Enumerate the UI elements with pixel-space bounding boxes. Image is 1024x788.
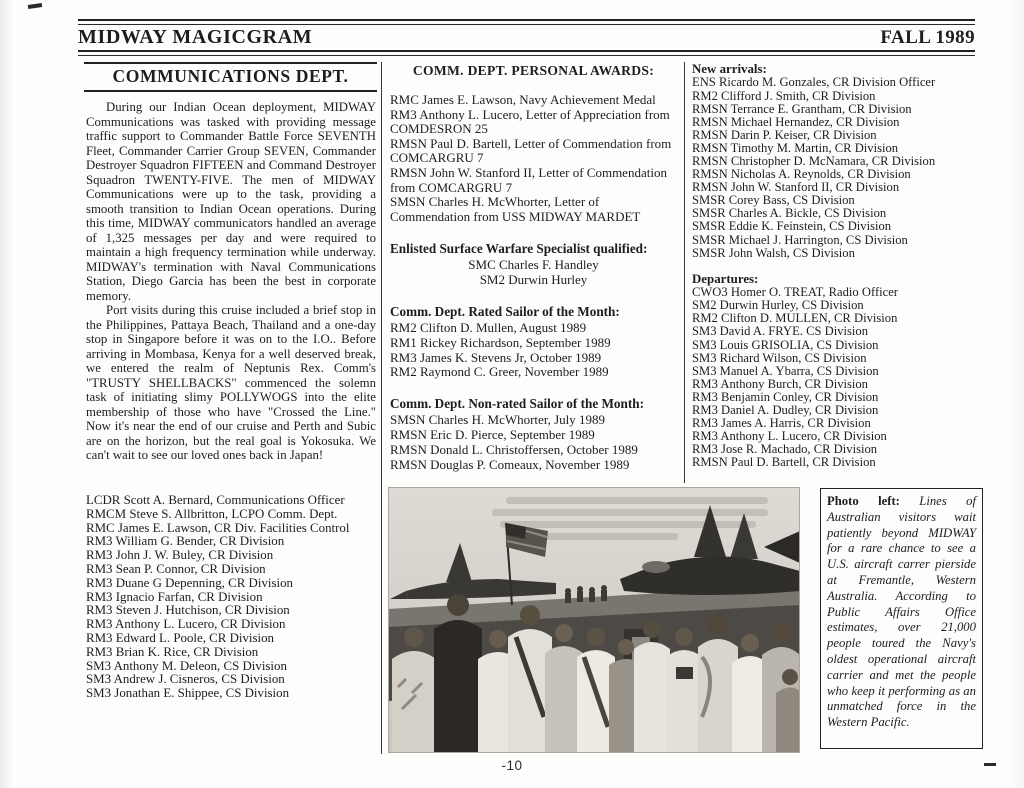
article-paragraph: Port visits during this cruise included a brief stop in the Philippines, Pattaya Beach, Thailand and a one-day stop in Singapore before it was on to the I.O.. Before arriving in Mombasa, Kenya for a well deserved break, we entered the realm of Neptunis Rex. Comm's "TRUSTY SHELLBACKS" commenced the solemn task of initiating slimy POLLYWOGS into the elite membership of those who have "Crossed the Line." Now it's near the end of our cruise and Perth and Subic are on the horizon, but the real goal is Yokosuka. We can't wait to see our loved ones back in Japan! — [86, 303, 376, 462]
rated-list — [390, 321, 677, 380]
roster-entry: RM3 Sean P. Connor, CR Division — [86, 561, 266, 576]
photo-caption — [827, 494, 976, 731]
esws-list — [390, 258, 677, 288]
roster-entry: SM3 Anthony M. Deleon, CS Division — [86, 658, 287, 673]
roster-entry: RMC James E. Lawson, CR Div. Facilities Control — [86, 520, 350, 535]
scan-artifact — [28, 3, 42, 9]
arrival-entry: RMSN Michael Hernandez, CR Division — [692, 114, 900, 129]
award-entry: RMSN Paul D. Bartell, Letter of Commendation from COMCARGRU 7 — [390, 135, 672, 166]
roster-entry: RM3 Edward L. Poole, CR Division — [86, 630, 274, 645]
arrival-entry: SMSR Charles A. Bickle, CS Division — [692, 206, 887, 221]
masthead-row — [78, 26, 975, 49]
communications-article — [86, 100, 376, 463]
departure-entry: RM2 Clifton D. MULLEN, CR Division — [692, 311, 898, 326]
page-number: -10 — [501, 758, 523, 773]
rated-sailor-entry: RM2 Raymond C. Greer, November 1989 — [390, 364, 609, 380]
roster-entry: RM3 Ignacio Farfan, CR Division — [86, 589, 263, 604]
column-divider — [684, 62, 685, 483]
award-entry: RM3 Anthony L. Lucero, Letter of Appreciation from COMDESRON 25 — [390, 106, 670, 137]
arrivals-list — [692, 76, 983, 259]
departure-entry: RM3 Anthony L. Lucero, CR Division — [692, 429, 887, 444]
departures-heading: Departures: — [692, 271, 759, 286]
photo-illustration — [388, 487, 800, 753]
rated-sailor-entry: RM2 Clifton D. Mullen, August 1989 — [390, 319, 587, 335]
arrival-entry: RMSN John W. Stanford II, CR Division — [692, 180, 900, 195]
award-entry: RMSN John W. Stanford II, Letter of Commendation from COMCARGRU 7 — [390, 164, 667, 195]
departure-entry: RM3 James A. Harris, CR Division — [692, 416, 871, 431]
esws-entry: SM2 Durwin Hurley — [479, 272, 588, 288]
photo-carrier-visitors — [388, 487, 800, 753]
departure-entry: SM3 David A. FRYE. CS Division — [692, 324, 868, 339]
arrival-entry: RMSN Terrance E. Grantham, CR Division — [692, 101, 912, 116]
departure-entry: SM3 Louis GRISOLIA, CS Division — [692, 337, 879, 352]
departure-entry: SM3 Richard Wilson, CS Division — [692, 350, 867, 365]
nonrated-sailor-entry: SMSN Charles H. McWhorter, July 1989 — [390, 412, 606, 428]
roster-entry: RM3 Brian K. Rice, CR Division — [86, 644, 259, 659]
departure-entry: SM3 Manuel A. Ybarra, CS Division — [692, 363, 879, 378]
departure-entry: RM3 Daniel A. Dudley, CR Division — [692, 402, 879, 417]
nonrated-sailor-entry: RMSN Douglas P. Comeaux, November 1989 — [390, 456, 630, 472]
rated-sailor-entry: RM1 Rickey Richardson, September 1989 — [390, 334, 611, 350]
awards-column — [390, 63, 677, 472]
esws-entry: SMC Charles F. Handley — [468, 257, 599, 273]
departure-entry: RM3 Jose R. Machado, CR Division — [692, 442, 878, 457]
departure-entry: RM3 Benjamin Conley, CR Division — [692, 389, 879, 404]
arrival-entry: SMSR Corey Bass, CS Division — [692, 193, 855, 208]
masthead-bottom-rule — [78, 50, 975, 56]
arrival-entry: ENS Ricardo M. Gonzales, CR Division Officer — [692, 75, 936, 90]
nonrated-list — [390, 413, 677, 472]
section-heading-communications: COMMUNICATIONS DEPT. — [112, 66, 349, 86]
masthead-top-rule — [78, 19, 975, 25]
departures-list — [692, 286, 983, 469]
photo-caption-lead: Photo left: — [827, 494, 900, 508]
roster-entry: RM3 John J. W. Buley, CR Division — [86, 548, 274, 563]
personnel-roster — [86, 494, 382, 701]
arrival-entry: RM2 Clifford J. Smith, CR Division — [692, 88, 876, 103]
arrival-entry: SMSR Eddie K. Feinstein, CS Division — [692, 219, 892, 234]
rated-sailor-entry: RM3 James K. Stevens Jr, October 1989 — [390, 349, 602, 365]
departure-entry: SM2 Durwin Hurley, CS Division — [692, 298, 864, 313]
roster-entry: SM3 Jonathan E. Shippee, CS Division — [86, 686, 290, 701]
photo-caption-box — [820, 488, 983, 749]
departure-entry: RM3 Anthony Burch, CR Division — [692, 376, 868, 391]
masthead-title: MIDWAY MAGICGRAM — [78, 26, 313, 48]
awards-list — [390, 93, 677, 224]
nonrated-sailor-entry: RMSN Eric D. Pierce, September 1989 — [390, 426, 595, 442]
dept-heading-rule — [84, 62, 377, 64]
roster-entry: RMCM Steve S. Allbritton, LCPO Comm. Dept. — [86, 506, 338, 521]
rated-heading: Comm. Dept. Rated Sailor of the Month: — [390, 303, 620, 319]
departure-entry: RMSN Paul D. Bartell, CR Division — [692, 455, 876, 470]
nonrated-heading: Comm. Dept. Non-rated Sailor of the Month: — [390, 396, 644, 412]
arrival-entry: RMSN Timothy M. Martin, CR Division — [692, 140, 899, 155]
award-entry: RMC James E. Lawson, Navy Achievement Medal — [390, 92, 656, 107]
roster-entry: RM3 Steven J. Hutchison, CR Division — [86, 603, 290, 618]
nonrated-sailor-entry: RMSN Donald L. Christoffersen, October 1989 — [390, 441, 638, 457]
arrival-entry: SMSR John Walsh, CS Division — [692, 245, 855, 260]
departure-entry: CWO3 Homer O. TREAT, Radio Officer — [692, 285, 899, 300]
dept-heading-rule — [84, 90, 377, 92]
roster-entry: RM3 Anthony L. Lucero, CR Division — [86, 617, 286, 632]
arrival-entry: RMSN Nicholas A. Reynolds, CR Division — [692, 167, 911, 182]
arrival-entry: SMSR Michael J. Harrington, CS Division — [692, 232, 908, 247]
arrivals-departures-column — [692, 63, 983, 469]
awards-heading: COMM. DEPT. PERSONAL AWARDS: — [412, 63, 655, 78]
roster-entry: SM3 Andrew J. Cisneros, CS Division — [86, 672, 285, 687]
arrivals-heading: New arrivals: — [692, 62, 767, 76]
photo-caption-body: Lines of Australian visitors wait patiently beyond MIDWAY for a rare chance to see a U.S. aircraft carrer pierside at Fremantle, Western Australia. According to Public Affairs Office estimates, over 21,000 people toured the Navy's oldest operational aircraft carrier and met the people who keep it performing as an unmatched force in the Western Pacific. — [827, 494, 976, 730]
arrival-entry: RMSN Christopher D. McNamara, CR Division — [692, 153, 936, 168]
award-entry: SMSN Charles H. McWhorter, Letter of Commendation from USS MIDWAY MARDET — [390, 194, 641, 224]
roster-entry: RM3 William G. Bender, CR Division — [86, 534, 285, 549]
article-paragraph: During our Indian Ocean deployment, MIDWAY Communications was tasked with providing message traffic support to Commander Battle Force SEVENTH Fleet, Commander Carrier Group SEVEN, Commander Destroyer Squadron FIFTEEN and Command Destroyer Squadron TWENTY-FIVE. The men of MIDWAY Communications were up to the task, providing a smooth transition to Indian Ocean operations. During this time, MIDWAY communicators handled an average of 1,325 messages per day and were required to maintain a high frequency termination while underway. MIDWAY's termination with Naval Communications Station, Diego Garcia has been the best in corporate memory. — [86, 100, 376, 303]
issue-date: FALL 1989 — [880, 27, 975, 48]
esws-heading: Enlisted Surface Warfare Specialist qualified: — [390, 241, 648, 257]
roster-entry: RM3 Duane G Depenning, CR Division — [86, 575, 293, 590]
arrival-entry: RMSN Darin P. Keiser, CR Division — [692, 127, 877, 142]
roster-entry: LCDR Scott A. Bernard, Communications Officer — [86, 493, 345, 507]
